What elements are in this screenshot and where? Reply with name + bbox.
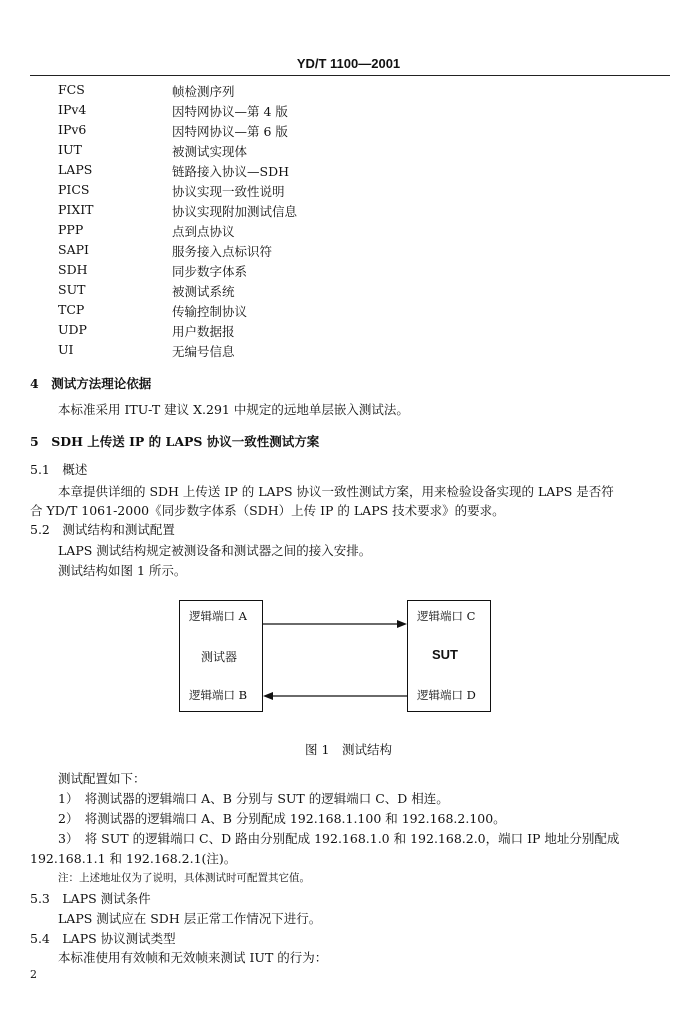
abbr-term: FCS (58, 82, 85, 97)
abbr-definition: 同步数字体系 (172, 264, 248, 279)
config-note: 注：上述地址仅为了说明，具体测试时可配置其它值。 (58, 872, 310, 884)
abbr-term: SDH (58, 262, 88, 277)
sut-box (407, 600, 491, 712)
abbr-definition: 链路接入协议—SDH (172, 164, 289, 179)
abbr-term: PIXIT (58, 202, 94, 217)
section-5-4-heading: 5.4 LAPS 协议测试类型 (30, 931, 176, 946)
section-4-heading: 4 测试方法理论依据 (30, 376, 152, 391)
config-item-3-line2: 192.168.1.1 和 192.168.2.1(注)。 (30, 851, 237, 866)
section-5-3-heading: 5.3 LAPS 测试条件 (30, 891, 151, 906)
abbr-definition: 传输控制协议 (172, 304, 248, 319)
abbr-term: SAPI (58, 242, 89, 257)
page-number: 2 (30, 968, 37, 981)
abbr-definition: 点到点协议 (172, 224, 235, 239)
arrowhead-left-icon (263, 692, 273, 700)
abbr-term: IPv6 (58, 122, 87, 137)
abbr-term: IPv4 (58, 102, 87, 117)
abbr-definition: 被测试实现体 (172, 144, 248, 159)
section-5-2-line2: 测试结构如图 1 所示。 (58, 563, 187, 578)
section-5-2-heading: 5.2 测试结构和测试配置 (30, 522, 175, 537)
abbr-definition: 因特网协议—第 6 版 (172, 124, 288, 139)
abbr-term: UDP (58, 322, 87, 337)
abbr-definition: 用户数据报 (172, 324, 235, 339)
abbr-term: LAPS (58, 162, 93, 177)
abbr-definition: 服务接入点标识符 (172, 244, 273, 259)
abbr-definition: 协议实现附加测试信息 (172, 204, 298, 219)
page-header: YD/T 1100—2001 (296, 56, 401, 71)
abbr-definition: 因特网协议—第 4 版 (172, 104, 288, 119)
abbr-definition: 被测试系统 (172, 284, 235, 299)
port-a-label: 逻辑端口 A (189, 609, 247, 623)
port-d-label: 逻辑端口 D (417, 688, 476, 702)
section-5-1-line1: 本章提供详细的 SDH 上传送 IP 的 LAPS 协议一致性测试方案，用来检验设备实现的 LAPS 是否符 (58, 484, 614, 499)
tester-label: 测试器 (201, 650, 238, 664)
abbr-definition: 协议实现一致性说明 (172, 184, 285, 199)
abbr-term: PPP (58, 222, 84, 237)
tester-box (179, 600, 263, 712)
port-b-label: 逻辑端口 B (189, 688, 248, 702)
header-rule (30, 75, 670, 76)
abbr-term: TCP (58, 302, 85, 317)
abbr-term: IUT (58, 142, 82, 157)
figure-caption: 图 1 测试结构 (305, 742, 392, 757)
section-5-1-line2: 合 YD/T 1061-2000《同步数字体系（SDH）上传 IP 的 LAPS 技术要求》的要求。 (30, 503, 505, 518)
port-c-label: 逻辑端口 C (417, 609, 476, 623)
abbr-definition: 无编号信息 (172, 344, 235, 359)
section-5-1-heading: 5.1 概述 (30, 462, 88, 477)
section-4-text: 本标准采用 ITU-T 建议 X.291 中规定的远地单层嵌入测试法。 (58, 402, 409, 417)
section-5-2-line1: LAPS 测试结构规定被测设备和测试器之间的接入安排。 (58, 543, 372, 558)
section-5-3-text: LAPS 测试应在 SDH 层正常工作情况下进行。 (58, 911, 322, 926)
arrowhead-right-icon (397, 620, 407, 628)
abbr-definition: 帧检测序列 (172, 84, 235, 99)
config-intro: 测试配置如下： (58, 771, 146, 786)
abbr-term: SUT (58, 282, 86, 297)
section-5-heading: 5 SDH 上传送 IP 的 LAPS 协议一致性测试方案 (30, 434, 320, 449)
abbr-term: PICS (58, 182, 90, 197)
section-5-4-text: 本标准使用有效帧和无效帧来测试 IUT 的行为： (58, 950, 328, 965)
config-item-3-line1: 3） 将 SUT 的逻辑端口 C、D 路由分别配成 192.168.1.0 和 192.168.2.0，端口 IP 地址分别配成 (58, 831, 620, 846)
config-item-2: 2） 将测试器的逻辑端口 A、B 分别配成 192.168.1.100 和 192.168.2.100。 (58, 811, 506, 826)
figure-arrows (262, 612, 408, 704)
sut-label: SUT (432, 647, 458, 662)
abbr-term: UI (58, 342, 74, 357)
config-item-1: 1） 将测试器的逻辑端口 A、B 分别与 SUT 的逻辑端口 C、D 相连。 (58, 791, 449, 806)
